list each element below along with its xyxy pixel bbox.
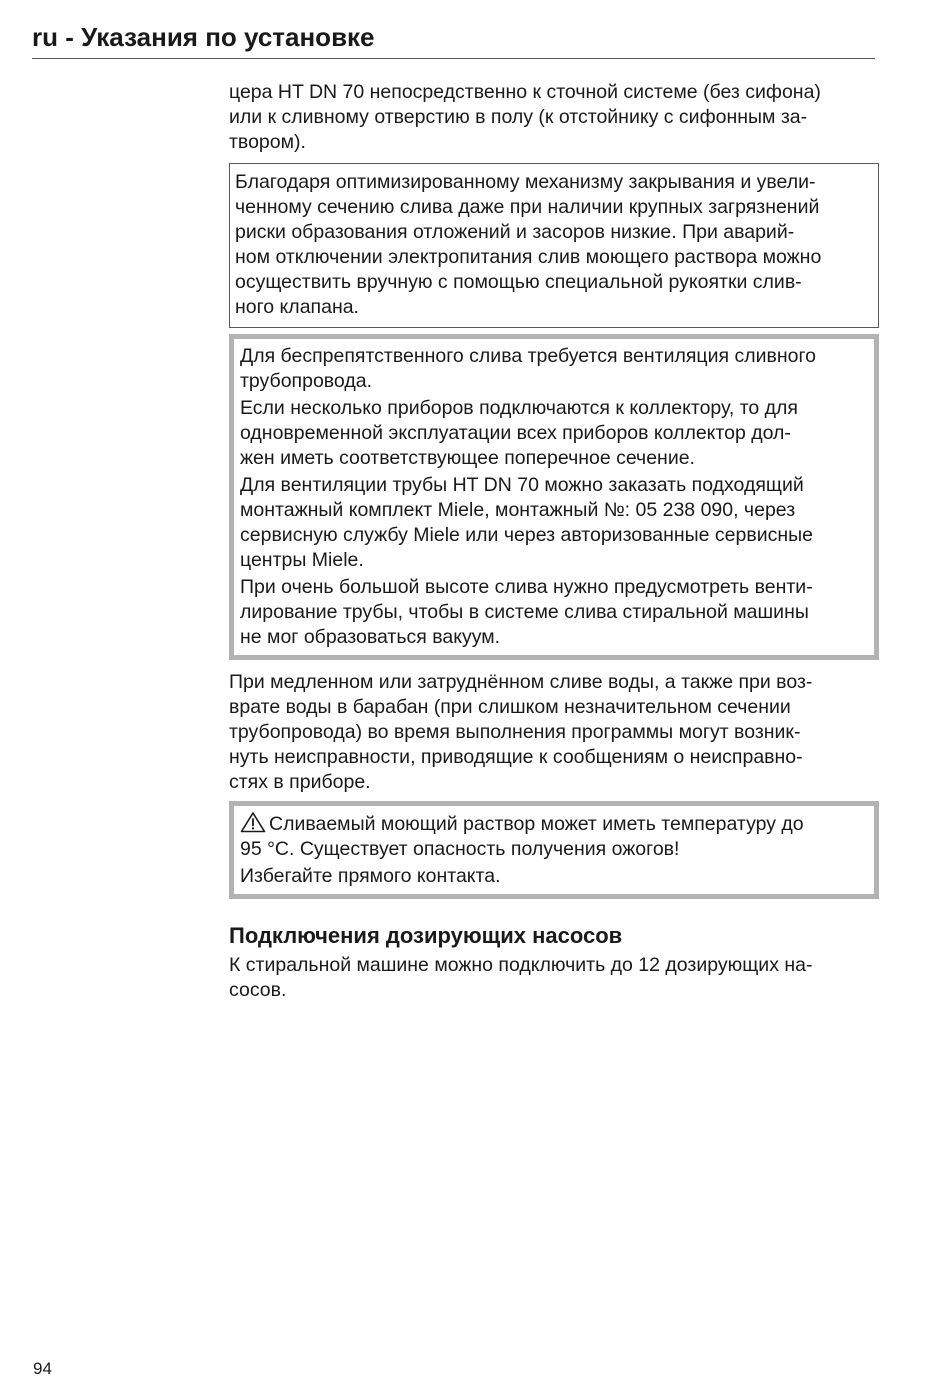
page-header — [32, 20, 875, 59]
warning-advice: Избегайте прямого контакта. — [240, 865, 501, 887]
warning-paragraph — [240, 811, 869, 862]
info-paragraph-ventilation: Для беспрепятственного слива требуется вентиляция сливного трубопровода. — [240, 345, 816, 392]
main-content — [229, 80, 879, 1003]
note-box — [229, 163, 879, 328]
page-number: 94 — [33, 1359, 52, 1378]
intro-paragraph: цера HT DN 70 непосредственно к сточной системе (без сифона) или к сливному отверстию в полу (к отстойнику с сифонным за- твором). — [229, 81, 821, 153]
warning-box — [229, 801, 879, 899]
info-paragraph-vacuum: При очень большой высоте слива нужно предусмотреть венти- лирование трубы, чтобы в системе слива стиральной машины не мог образоваться вакуум. — [240, 576, 813, 648]
warning-text: Сливаемый моющий раствор может иметь температуру до 95 °C. Существует опасность получения ожогов! — [240, 813, 804, 860]
note-box-text: Благодаря оптимизированному механизму закрывания и увели- ченному сечению слива даже при наличии крупных загрязнений риски образования отложений и засоров низкие. При аварий- ном отключении электропитания слив моющего раствора можно осуществить вручную с помощью специальной рукоятки слив- ного клапана. — [235, 171, 822, 318]
section-paragraph: К стиральной машине можно подключить до 12 дозирующих на- сосов. — [229, 954, 813, 1001]
info-box — [229, 334, 879, 660]
info-paragraph-kit: Для вентиляции трубы HT DN 70 можно заказать подходящий монтажный комплект Miele, монтажный №: 05 238 090, через сервисную службу Miele или через авторизованные сервисные центры Miele. — [240, 474, 814, 571]
drain-paragraph: При медленном или затруднённом сливе воды, а также при воз- врате воды в барабан (при слишком незначительном сечении трубопровода) во время выполнения программы могут возник- нуть неисправности, приводящие к сообщениям о неисправно- стях в приборе. — [229, 671, 813, 793]
section-heading: Подключения дозирующих насосов — [229, 923, 623, 948]
info-paragraph-collector: Если несколько приборов подключаются к коллектору, то для одновременной эксплуатации всех приборов коллектор дол- жен иметь соответствующее поперечное сечение. — [240, 397, 798, 469]
warning-triangle-icon — [240, 811, 266, 833]
page-title: ru - Указания по установке — [32, 22, 375, 52]
